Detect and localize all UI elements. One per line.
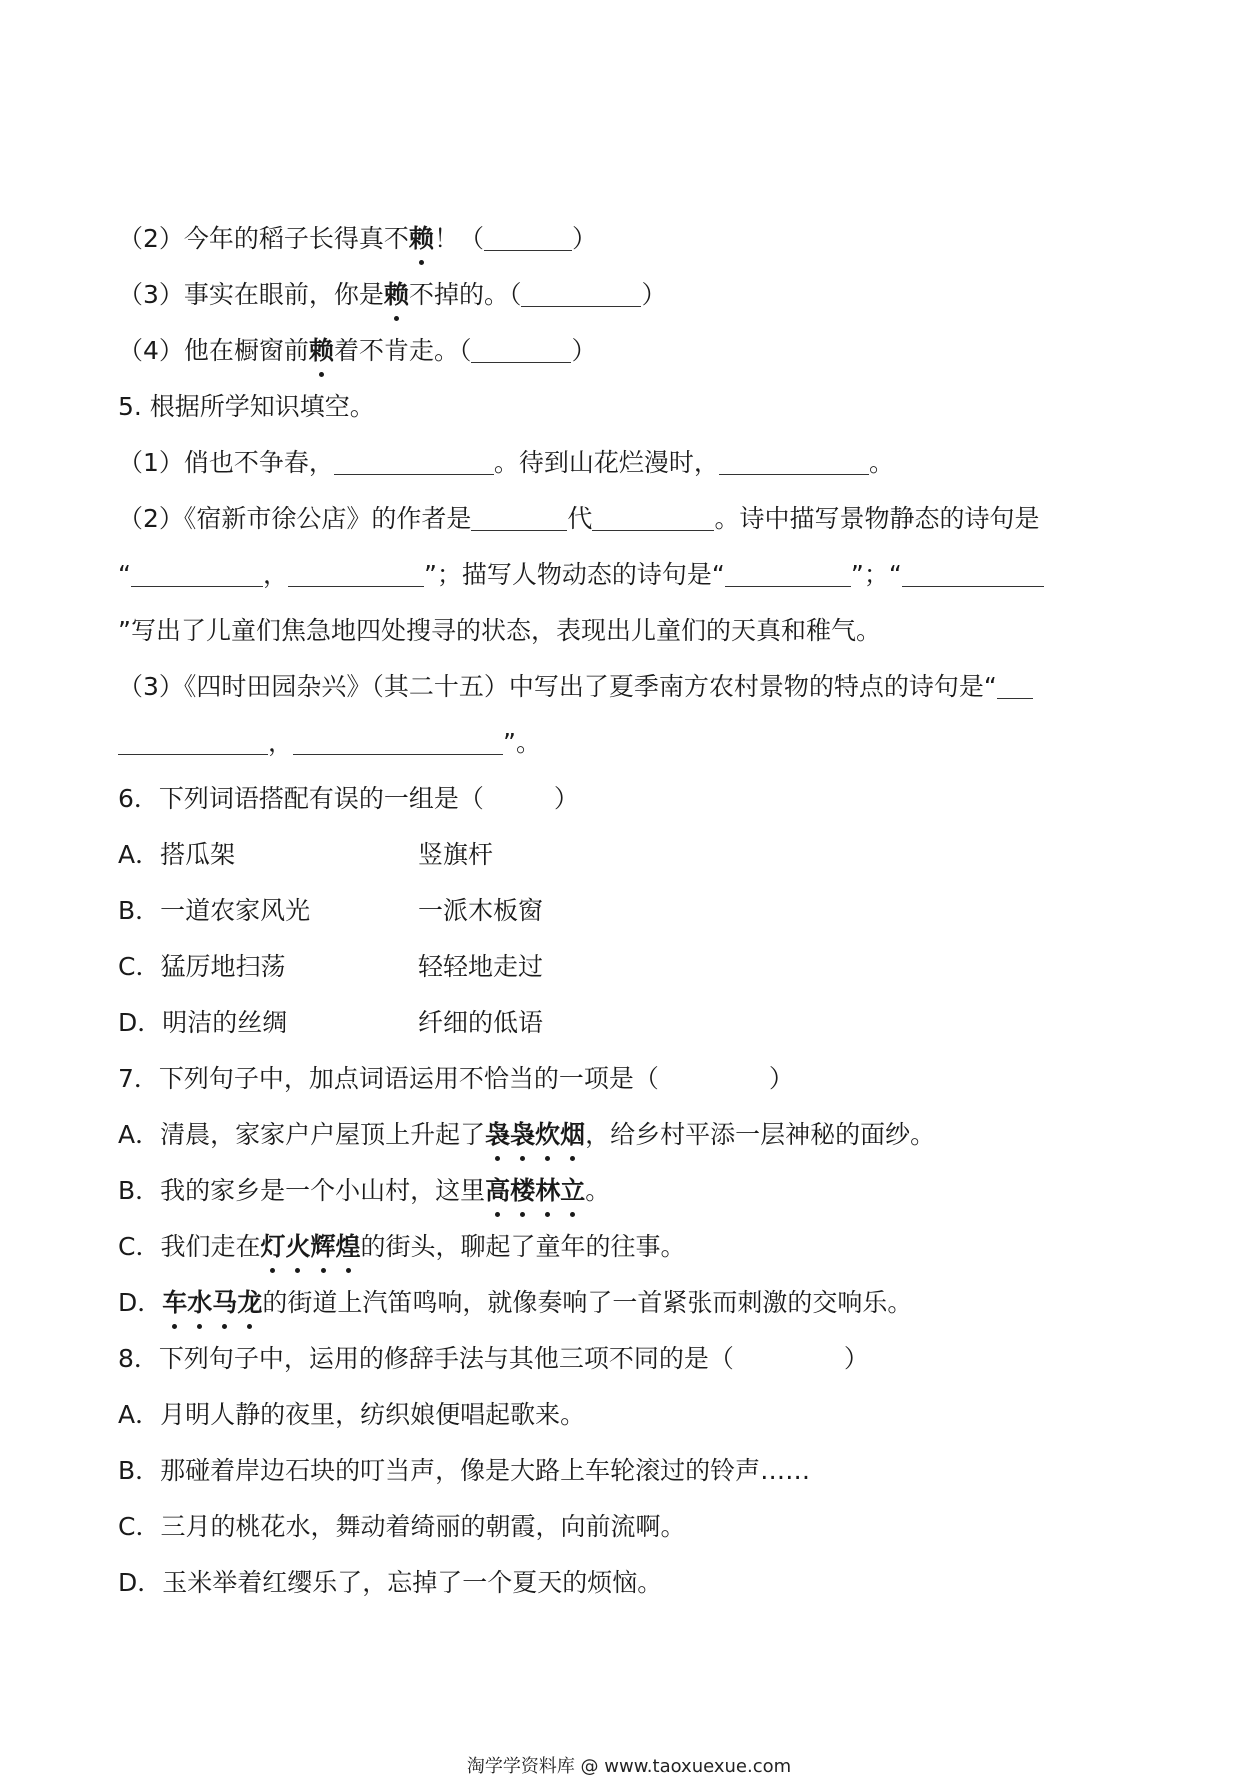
quote-close: ”。: [503, 728, 541, 757]
q4-item-2-text: （2）今年的稻子长得真不: [118, 224, 409, 253]
q6-option-a[interactable]: [118, 835, 718, 875]
dotted-char: 林: [535, 1171, 560, 1211]
dotted-char: 车: [162, 1283, 187, 1323]
answer-blank[interactable]: [118, 728, 268, 755]
q5-p2-text: （2）《宿新市徐公店》的作者是: [118, 504, 472, 533]
answer-blank[interactable]: [725, 560, 851, 587]
dotted-char: 煌: [336, 1227, 361, 1267]
dotted-char: 龙: [237, 1283, 262, 1323]
paren-close: ）: [553, 784, 579, 813]
answer-blank[interactable]: [288, 560, 424, 587]
dotted-word: [162, 1288, 262, 1317]
q4-item-4-text-after: 着不肯走。（: [333, 336, 472, 365]
q8-title-text: 8．下列句子中，运用的修辞手法与其他三项不同的是（: [118, 1344, 734, 1373]
quote-mid: ”；“: [850, 560, 902, 589]
answer-blank[interactable]: [484, 224, 572, 251]
dotted-char: 火: [285, 1227, 310, 1267]
answer-blank[interactable]: [471, 336, 571, 363]
option-text-col2: 一派木板窗: [418, 896, 544, 925]
option-text: B．一道农家风光: [118, 896, 311, 925]
dotted-char: 赖: [309, 331, 334, 371]
q6-option-c[interactable]: [118, 947, 718, 987]
answer-blank[interactable]: [471, 504, 567, 531]
q7-title-text: 7．下列句子中，加点词语运用不恰当的一项是（: [118, 1064, 659, 1093]
answer-blank[interactable]: [521, 280, 641, 307]
option-text-col2: 轻轻地走过: [418, 952, 544, 981]
dotted-char: 赖: [409, 219, 434, 259]
comma: ，: [268, 728, 294, 757]
q4-item-4-text: （4）他在橱窗前: [118, 336, 309, 365]
q5-part-3-line-2: [118, 723, 541, 763]
answer-blank[interactable]: [902, 560, 1044, 587]
paren-close: ）: [571, 336, 597, 365]
dotted-char: 袅: [510, 1115, 535, 1155]
dotted-char: 炊: [535, 1115, 560, 1155]
q5-part-2-line-2: [118, 555, 1044, 595]
option-text: A．搭瓜架: [118, 840, 236, 869]
q5-p2-text-2: 。诗中描写景物静态的诗句是: [714, 504, 1040, 533]
comma: ，: [262, 560, 288, 589]
paren-close: ）: [641, 280, 667, 309]
q7-option-c[interactable]: [118, 1227, 686, 1267]
option-text-col2: 纤细的低语: [418, 1008, 544, 1037]
paren-close: ）: [768, 1064, 794, 1093]
dotted-char: 袅: [485, 1115, 510, 1155]
q5-part-3-line-1: [118, 667, 1033, 707]
q8-option-d[interactable]: D．玉米举着红缨乐了，忘掉了一个夏天的烦恼。: [118, 1568, 663, 1597]
option-text: A．清晨，家家户户屋顶上升起了: [118, 1120, 486, 1149]
dotted-word: [485, 1120, 585, 1149]
dotted-word: [485, 1176, 585, 1205]
q5-p1-text: （1）俏也不争春，: [118, 448, 334, 477]
answer-blank[interactable]: [131, 560, 263, 587]
q7-title: [118, 1059, 794, 1099]
paren-close: ）: [571, 224, 597, 253]
answer-blank[interactable]: [719, 448, 869, 475]
q5-part-2-line-1: [118, 499, 1039, 539]
footer-watermark: 淘学学资料库 @ www.taoxuexue.com: [466, 1756, 792, 1777]
q4-item-2: [118, 219, 597, 259]
dotted-char: 马: [212, 1283, 237, 1323]
q4-item-3-text-after: 不掉的。（: [408, 280, 522, 309]
option-text-after: 的街道上汽笛鸣响，就像奏响了一首紧张而刺激的交响乐。: [262, 1288, 913, 1317]
answer-blank[interactable]: [293, 728, 503, 755]
q6-option-d[interactable]: [118, 1003, 718, 1043]
q5-p1-text-mid: 。待到山花烂漫时，: [493, 448, 719, 477]
dotted-word: [260, 1232, 360, 1261]
q8-option-a[interactable]: A．月明人静的夜里，纺织娘便唱起歌来。: [118, 1400, 586, 1429]
option-text: C．猛厉地扫荡: [118, 952, 286, 981]
q4-item-4: [118, 331, 596, 371]
option-text-after: ，给乡村平添一层神秘的面纱。: [585, 1120, 936, 1149]
dotted-char: 高: [485, 1171, 510, 1211]
q5-p2-dynasty: 代: [567, 504, 593, 533]
option-text: D．明洁的丝绸: [118, 1008, 288, 1037]
answer-blank[interactable]: [997, 672, 1033, 699]
q7-option-a[interactable]: [118, 1115, 935, 1155]
q8-title: [118, 1339, 869, 1379]
q4-item-3: [118, 275, 666, 315]
q8-option-b[interactable]: B．那碰着岸边石块的叮当声，像是大路上车轮滚过的铃声……: [118, 1456, 811, 1485]
q6-title: [118, 779, 579, 819]
q7-option-b[interactable]: [118, 1171, 610, 1211]
q8-option-c[interactable]: C．三月的桃花水，舞动着绮丽的朝霞，向前流啊。: [118, 1512, 686, 1541]
q4-item-2-text-after: ！（: [433, 224, 484, 253]
q7-option-d[interactable]: [118, 1283, 912, 1323]
quote-open: “: [118, 560, 131, 589]
answer-blank[interactable]: [334, 448, 494, 475]
option-text: B．我的家乡是一个小山村，这里: [118, 1176, 486, 1205]
dotted-char: 烟: [560, 1115, 585, 1155]
q5-p2-text-3: ”；描写人物动态的诗句是“: [423, 560, 725, 589]
q4-item-3-text: （3）事实在眼前，你是: [118, 280, 384, 309]
dotted-char: 赖: [384, 275, 409, 315]
dotted-char: 楼: [510, 1171, 535, 1211]
q5-title: 5. 根据所学知识填空。: [118, 392, 375, 421]
dotted-char: 立: [560, 1171, 585, 1211]
q5-part-1: [118, 443, 894, 483]
dotted-char: 灯: [260, 1227, 285, 1267]
option-text-after: 。: [585, 1176, 611, 1205]
paren-close: ）: [843, 1344, 869, 1373]
q5-p3-text: （3）《四时田园杂兴》（其二十五）中写出了夏季南方农村景物的特点的诗句是“: [118, 672, 997, 701]
q6-title-text: 6．下列词语搭配有误的一组是（: [118, 784, 484, 813]
answer-blank[interactable]: [592, 504, 714, 531]
dotted-char: 辉: [311, 1227, 336, 1267]
q5-part-2-line-3: ”写出了儿童们焦急地四处搜寻的状态，表现出儿童们的天真和稚气。: [118, 616, 881, 645]
option-text: D．: [118, 1288, 163, 1317]
dotted-char: 水: [187, 1283, 212, 1323]
option-text-col2: 竖旗杆: [418, 840, 494, 869]
q6-option-b[interactable]: [118, 891, 718, 931]
option-text-after: 的街头，聊起了童年的往事。: [360, 1232, 686, 1261]
option-text: C．我们走在: [118, 1232, 261, 1261]
q5-p1-text-end: 。: [868, 448, 894, 477]
